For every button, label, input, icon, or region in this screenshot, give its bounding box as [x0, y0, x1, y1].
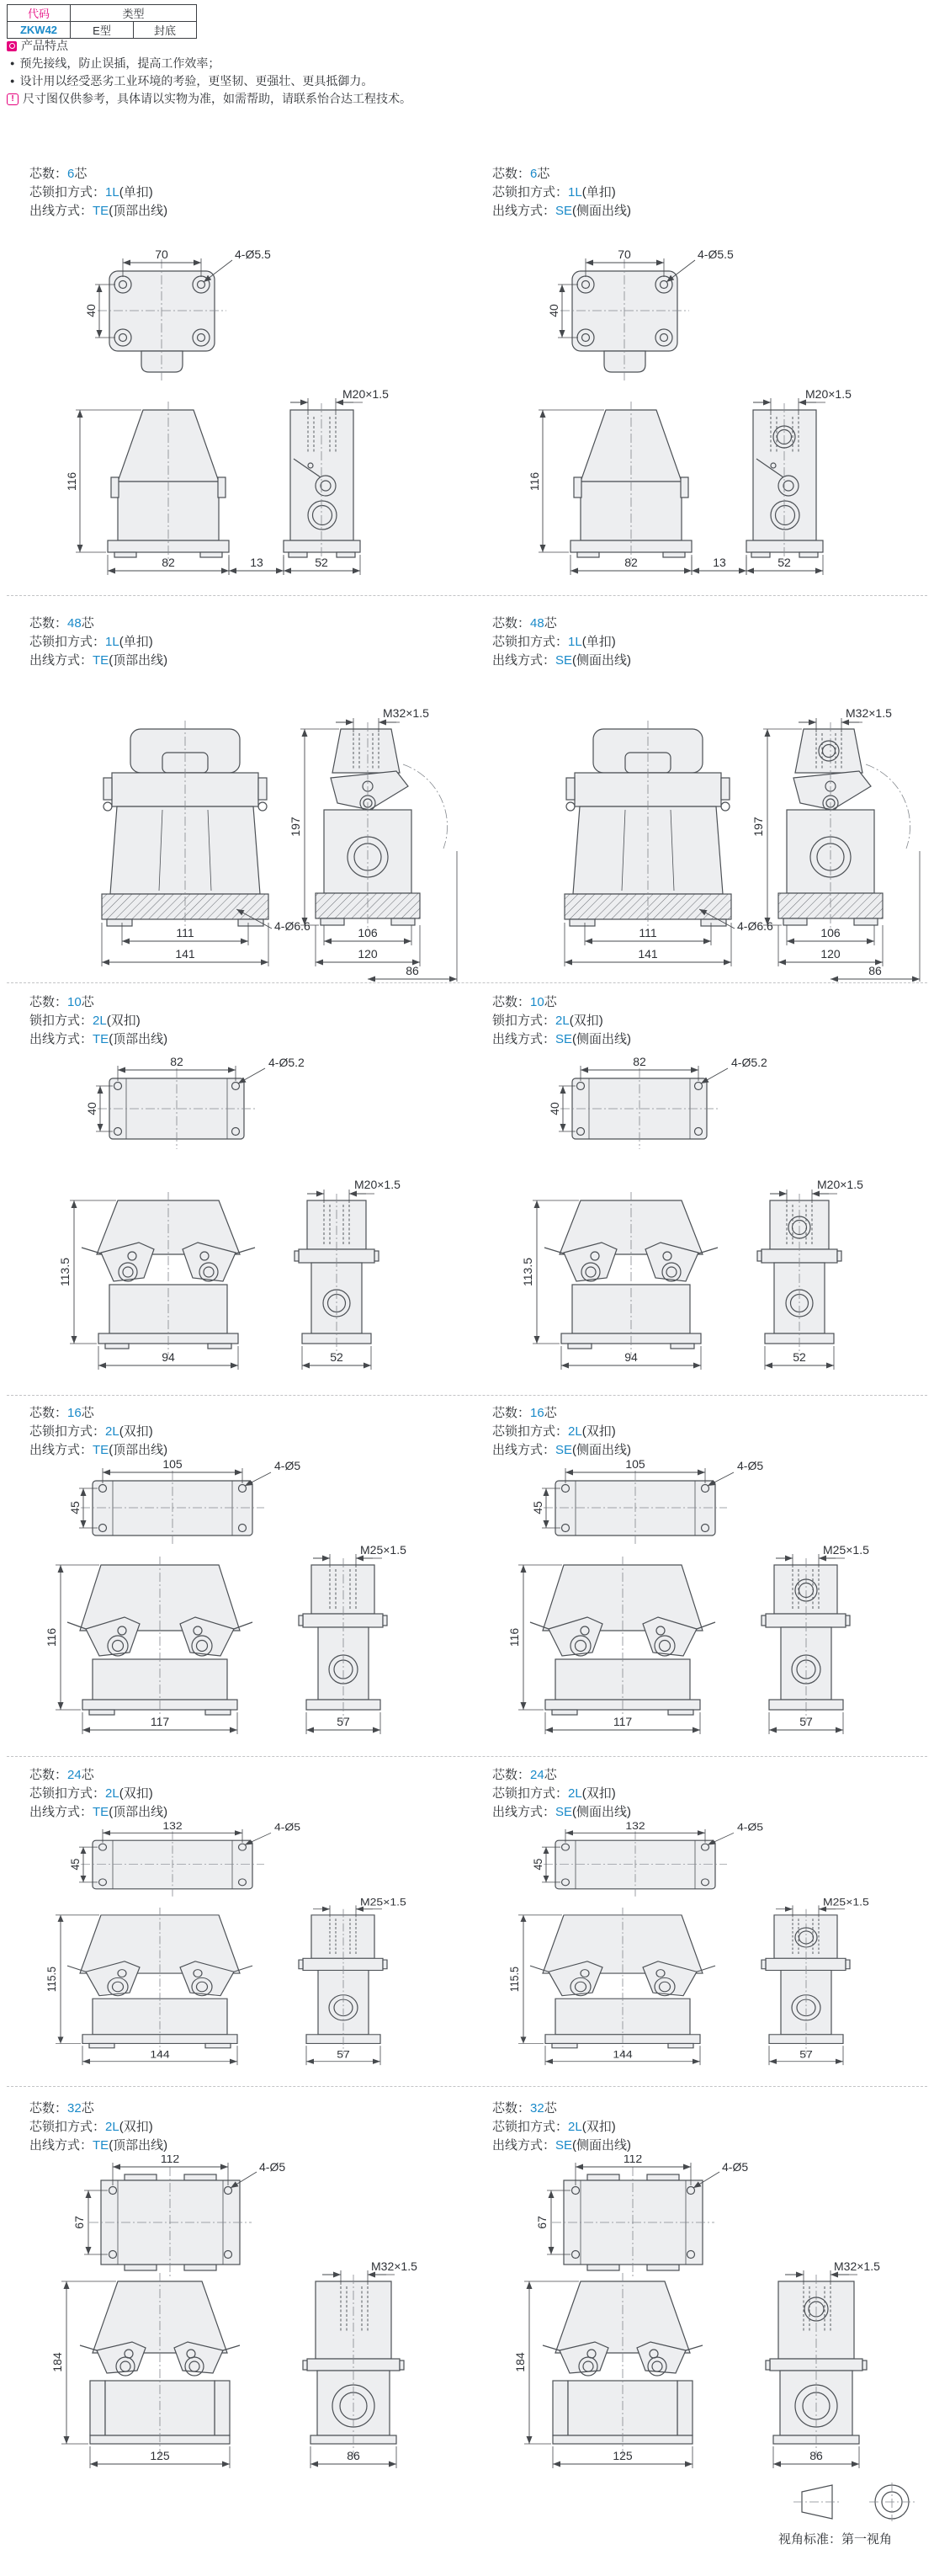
spec-value: 2L [105, 1786, 119, 1801]
spec-suffix: 芯 [544, 1406, 557, 1420]
dimension-drawing [29, 1460, 459, 1750]
spec-value: 2L [105, 1424, 119, 1439]
dim-front-inner-width: 111 [176, 926, 194, 939]
dim-front-height: 116 [528, 471, 541, 492]
dim-front-width: 117 [150, 1715, 170, 1728]
spec-suffix: (侧面出线) [572, 204, 632, 218]
dim-hole-callout: 4-Ø6.6 [737, 919, 773, 933]
dim-side-offset: 86 [406, 964, 419, 977]
dim-thread-spec: M20×1.5 [342, 387, 389, 401]
spec-label: 芯锁扣方式： [29, 185, 106, 200]
dim-front-height: 116 [45, 1627, 58, 1647]
spec-value: 1L [568, 635, 582, 649]
spec-value: 2L [105, 2120, 119, 2134]
spec-suffix: 芯 [544, 1768, 557, 1782]
spec-value: 6 [530, 167, 538, 181]
spec-suffix: 芯 [81, 1768, 94, 1782]
spec-suffix: 芯 [81, 616, 94, 631]
spec-value: 2L [93, 1014, 107, 1028]
spec-lines [492, 993, 921, 1049]
dim-side-offset: 86 [868, 964, 882, 977]
dim-hole-pitch-width: 70 [155, 247, 168, 261]
spec-label: 芯数： [492, 1406, 531, 1420]
dim-thread-spec: M20×1.5 [805, 387, 852, 401]
dim-side-width: 57 [337, 2048, 350, 2061]
spec-lines [29, 615, 459, 670]
dim-top-view-height: 40 [84, 304, 98, 317]
spec-value: 1L [105, 635, 119, 649]
spec-value: TE [93, 1805, 109, 1819]
spec-value: SE [555, 2138, 573, 2153]
spec-suffix: 芯 [81, 1406, 94, 1420]
dim-hole-callout: 4-Ø5.2 [268, 1056, 305, 1069]
dim-side-width: 57 [337, 1715, 350, 1728]
spec-value: 32 [67, 2101, 82, 2116]
spec-value: 16 [67, 1406, 82, 1420]
dim-hole-pitch-width: 105 [162, 1460, 183, 1471]
spec-suffix: 芯 [537, 167, 550, 181]
spec-suffix: (侧面出线) [572, 1443, 632, 1457]
spec-label: 芯锁扣方式： [492, 635, 569, 649]
dim-hole-pitch-width: 82 [170, 1055, 183, 1068]
dim-front-outer-width: 141 [638, 947, 658, 961]
dim-side-height: 197 [289, 817, 302, 837]
spec-value: TE [93, 1443, 109, 1457]
spec-suffix: (顶部出线) [109, 653, 168, 668]
feature-item: ● 预先接线，防止误插，提高工作效率； [7, 55, 411, 72]
spec-label: 芯数： [29, 1768, 68, 1782]
spec-value: TE [93, 204, 109, 218]
dim-thread-spec: M20×1.5 [354, 1178, 401, 1191]
view-standard-value: 第一视角 [841, 2532, 893, 2547]
dim-front-height: 116 [507, 1627, 521, 1647]
drawing-column-te [29, 165, 459, 569]
spec-value: SE [555, 653, 573, 668]
dim-top-view-height: 67 [535, 2216, 549, 2229]
drawing-column-te [29, 1766, 459, 2061]
spec-label: 出线方式： [29, 2138, 93, 2153]
dim-front-width: 82 [624, 556, 638, 569]
spec-label: 出线方式： [492, 653, 556, 668]
projection-standard [778, 2482, 930, 2547]
warning-icon: ! [7, 93, 19, 105]
dim-top-view-height: 45 [531, 1501, 544, 1514]
spec-suffix: (单扣) [119, 185, 153, 200]
drawing-column-se [492, 2100, 921, 2462]
spec-value: 1L [105, 185, 119, 200]
dim-side-width: 57 [799, 2048, 813, 2061]
drawing-column-te [29, 1404, 459, 1728]
spec-suffix: (顶部出线) [109, 204, 168, 218]
spec-suffix: (顶部出线) [109, 1032, 168, 1046]
section-divider [7, 1756, 927, 1757]
dim-top-view-height: 67 [72, 2216, 86, 2229]
section-divider [7, 1395, 927, 1396]
dim-front-width: 144 [150, 2048, 170, 2061]
spec-lines [29, 2100, 459, 2155]
spec-label: 芯数： [492, 616, 531, 631]
dimension-drawing [492, 221, 921, 591]
spec-value: 10 [67, 995, 82, 1009]
dim-hole-pitch-width: 112 [623, 2155, 643, 2165]
spec-suffix: (单扣) [119, 635, 153, 649]
dimension-drawing [29, 670, 459, 982]
spec-label: 芯锁扣方式： [492, 1786, 569, 1801]
dim-hole-callout: 4-Ø5 [274, 1822, 301, 1834]
projection-circle-icon [869, 2483, 915, 2521]
dim-thread-spec: M25×1.5 [359, 1896, 406, 1908]
dim-side-width: 52 [315, 556, 328, 569]
spec-value: 1L [568, 185, 582, 200]
dim-hole-pitch-width: 112 [160, 2155, 180, 2165]
dim-hole-callout: 4-Ø6.6 [274, 919, 310, 933]
spec-value: TE [93, 2138, 109, 2153]
dim-gap: 13 [713, 556, 726, 569]
dim-top-view-height: 40 [548, 1102, 561, 1115]
dim-front-height: 113.5 [58, 1258, 72, 1286]
features-title: 产品特点 [21, 39, 68, 52]
spec-label: 出线方式： [492, 1805, 556, 1819]
dim-hole-pitch-width: 105 [625, 1460, 645, 1471]
spec-lines [492, 1766, 921, 1822]
spec-label: 芯数： [492, 167, 531, 181]
dim-thread-spec: M32×1.5 [383, 706, 429, 720]
dim-hole-callout: 4-Ø5 [737, 1460, 764, 1472]
spec-label: 出线方式： [29, 1805, 93, 1819]
dim-front-height: 115.5 [45, 1967, 59, 1993]
spec-label: 锁扣方式： [29, 1014, 93, 1028]
spec-value: TE [93, 1032, 109, 1046]
dim-side-inner-width: 106 [358, 926, 378, 939]
drawing-column-se [492, 165, 921, 569]
dim-hole-callout: 4-Ø5 [737, 1822, 764, 1834]
spec-value: SE [555, 1443, 573, 1457]
dimension-drawing [492, 670, 921, 982]
spec-suffix: (双扣) [581, 1786, 616, 1801]
spec-lines [29, 993, 459, 1049]
spec-suffix: (侧面出线) [572, 2138, 632, 2153]
section-divider [7, 595, 927, 596]
dimension-drawing [492, 2155, 921, 2475]
dim-front-height: 115.5 [507, 1967, 522, 1993]
dim-side-width: 52 [793, 1350, 806, 1364]
dim-front-height: 184 [513, 2352, 527, 2372]
drawing-column-se [492, 993, 921, 1364]
dim-top-view-height: 45 [68, 1858, 82, 1871]
dimension-drawing [29, 1049, 459, 1390]
spec-suffix: (顶部出线) [109, 1443, 168, 1457]
spec-label: 芯数： [492, 2101, 531, 2116]
dim-side-width: 52 [777, 556, 791, 569]
spec-label: 出线方式： [29, 653, 93, 668]
dim-front-width: 144 [613, 2048, 633, 2061]
spec-value: 2L [555, 1014, 570, 1028]
spec-lines [492, 2100, 921, 2155]
spec-suffix: (侧面出线) [572, 653, 632, 668]
section-divider [7, 2086, 927, 2087]
dim-side-height: 197 [751, 817, 765, 837]
spec-value: SE [555, 1805, 573, 1819]
dim-thread-spec: M20×1.5 [817, 1178, 863, 1191]
feature-badge-icon [7, 41, 17, 51]
dimension-drawing [492, 1460, 921, 1750]
spec-value: 6 [67, 167, 75, 181]
dim-front-width: 94 [162, 1350, 175, 1364]
dimension-drawing [29, 221, 459, 591]
spec-label: 出线方式： [492, 2138, 556, 2153]
spec-lines [492, 615, 921, 670]
spec-label: 芯数： [29, 1406, 68, 1420]
spec-suffix: (侧面出线) [572, 1032, 632, 1046]
spec-label: 芯数： [29, 616, 68, 631]
spec-label: 芯锁扣方式： [492, 2120, 569, 2134]
dim-hole-pitch-width: 70 [618, 247, 631, 261]
dim-hole-pitch-width: 132 [625, 1822, 645, 1832]
dim-top-view-height: 40 [85, 1102, 98, 1115]
dim-thread-spec: M25×1.5 [360, 1543, 406, 1557]
spec-label: 芯数： [492, 1768, 531, 1782]
spec-label: 出线方式： [492, 1032, 556, 1046]
code-value-cell: ZKW42 [8, 22, 71, 39]
section-divider [7, 982, 927, 983]
drawing-column-te [29, 615, 459, 977]
spec-lines [29, 1766, 459, 1822]
type-value-cell: E型 [71, 22, 134, 39]
spec-lines [29, 165, 459, 221]
dim-front-width: 125 [613, 2449, 633, 2462]
spec-suffix: 芯 [81, 2101, 94, 2116]
spec-value: 2L [568, 1424, 582, 1439]
drawing-column-te [29, 2100, 459, 2462]
header-table [7, 4, 197, 39]
dim-hole-pitch-width: 82 [633, 1055, 646, 1068]
reference-note: 尺寸图仅供参考，具体请以实物为准，如需帮助，请联系怡合达工程技术。 [23, 92, 411, 105]
dimension-drawing [492, 1822, 921, 2079]
spec-value: 2L [568, 1786, 582, 1801]
spec-lines [29, 1404, 459, 1460]
dim-hole-callout: 4-Ø5 [259, 2160, 286, 2174]
dim-side-width: 86 [347, 2449, 360, 2462]
dim-front-width: 94 [624, 1350, 638, 1364]
spec-label: 芯数： [29, 167, 68, 181]
dim-side-width: 52 [330, 1350, 343, 1364]
dim-front-width: 117 [613, 1715, 633, 1728]
spec-value: SE [555, 204, 573, 218]
frustum-icon [793, 2485, 841, 2519]
spec-suffix: (双扣) [581, 1424, 616, 1439]
spec-value: 24 [67, 1768, 82, 1782]
spec-value: 16 [530, 1406, 544, 1420]
spec-label: 芯锁扣方式： [492, 1424, 569, 1439]
dim-front-height: 113.5 [521, 1258, 534, 1286]
dim-front-height: 184 [50, 2352, 64, 2372]
spec-value: SE [555, 1032, 573, 1046]
dim-front-width: 82 [162, 556, 175, 569]
spec-value: TE [93, 653, 109, 668]
dim-side-width: 86 [809, 2449, 823, 2462]
dimension-drawing [29, 1822, 459, 2079]
dim-thread-spec: M32×1.5 [846, 706, 892, 720]
spec-label: 出线方式： [29, 204, 93, 218]
dim-hole-callout: 4-Ø5 [274, 1460, 301, 1472]
spec-suffix: (双扣) [106, 1014, 141, 1028]
spec-label: 出线方式： [29, 1032, 93, 1046]
code-header-cell: 代码 [8, 5, 71, 22]
spec-value: 10 [530, 995, 544, 1009]
spec-suffix: (双扣) [569, 1014, 603, 1028]
spec-lines [492, 165, 921, 221]
spec-suffix: (单扣) [581, 185, 616, 200]
product-features [7, 37, 411, 108]
bottom-type-cell: 封底 [134, 22, 197, 39]
spec-suffix: (顶部出线) [109, 2138, 168, 2153]
dim-front-width: 125 [150, 2449, 170, 2462]
projection-icons [778, 2482, 926, 2524]
spec-value: 48 [530, 616, 544, 631]
dim-hole-callout: 4-Ø5.5 [235, 247, 271, 261]
spec-label: 芯锁扣方式： [29, 1424, 106, 1439]
dim-thread-spec: M25×1.5 [823, 1896, 869, 1908]
dim-hole-callout: 4-Ø5.5 [698, 247, 734, 261]
spec-suffix: (双扣) [119, 1424, 153, 1439]
spec-value: 2L [568, 2120, 582, 2134]
dim-side-width: 57 [799, 1715, 813, 1728]
spec-label: 锁扣方式： [492, 1014, 556, 1028]
type-header-cell: 类型 [71, 5, 197, 22]
drawing-column-se [492, 1766, 921, 2061]
spec-label: 出线方式： [492, 1443, 556, 1457]
dimension-drawing [492, 1049, 921, 1390]
dim-thread-spec: M32×1.5 [371, 2259, 417, 2273]
dim-side-outer-width: 120 [358, 947, 378, 961]
dim-hole-callout: 4-Ø5.2 [731, 1056, 767, 1069]
spec-label: 芯锁扣方式： [29, 635, 106, 649]
spec-suffix: 芯 [544, 2101, 557, 2116]
spec-suffix: 芯 [81, 995, 94, 1009]
dimension-drawing [29, 2155, 459, 2475]
spec-suffix: (侧面出线) [572, 1805, 632, 1819]
dim-hole-callout: 4-Ø5 [722, 2160, 749, 2174]
spec-suffix: (单扣) [581, 635, 616, 649]
spec-label: 芯数： [29, 995, 68, 1009]
view-standard-label: 视角标准： [778, 2532, 842, 2547]
dim-thread-spec: M25×1.5 [823, 1543, 869, 1557]
spec-suffix: (顶部出线) [109, 1805, 168, 1819]
spec-suffix: 芯 [544, 995, 557, 1009]
dim-top-view-height: 45 [531, 1858, 545, 1871]
spec-lines [492, 1404, 921, 1460]
spec-suffix: (双扣) [581, 2120, 616, 2134]
drawing-column-se [492, 1404, 921, 1728]
spec-label: 出线方式： [29, 1443, 93, 1457]
spec-label: 芯锁扣方式： [29, 1786, 106, 1801]
spec-value: 48 [67, 616, 82, 631]
dim-gap: 13 [250, 556, 263, 569]
spec-suffix: (双扣) [119, 2120, 153, 2134]
spec-label: 芯锁扣方式： [29, 2120, 106, 2134]
drawing-column-te [29, 993, 459, 1364]
dim-front-height: 116 [65, 471, 78, 492]
dim-front-inner-width: 111 [639, 926, 657, 939]
dim-front-outer-width: 141 [175, 947, 195, 961]
spec-value: 24 [530, 1768, 544, 1782]
feature-item: ● 设计用以经受恶劣工业环境的考验，更坚韧、更强壮、更具抵御力。 [7, 72, 411, 90]
spec-suffix: 芯 [74, 167, 88, 181]
dim-thread-spec: M32×1.5 [834, 2259, 880, 2273]
dim-top-view-height: 40 [547, 304, 560, 317]
drawing-column-se [492, 615, 921, 977]
spec-label: 出线方式： [492, 204, 556, 218]
dim-side-inner-width: 106 [820, 926, 841, 939]
spec-label: 芯锁扣方式： [492, 185, 569, 200]
spec-label: 芯数： [29, 2101, 68, 2116]
spec-suffix: (双扣) [119, 1786, 153, 1801]
spec-label: 芯数： [492, 995, 531, 1009]
dim-side-outer-width: 120 [820, 947, 841, 961]
spec-value: 32 [530, 2101, 544, 2116]
spec-suffix: 芯 [544, 616, 557, 631]
dim-top-view-height: 45 [68, 1501, 82, 1514]
dim-hole-pitch-width: 132 [162, 1822, 183, 1832]
